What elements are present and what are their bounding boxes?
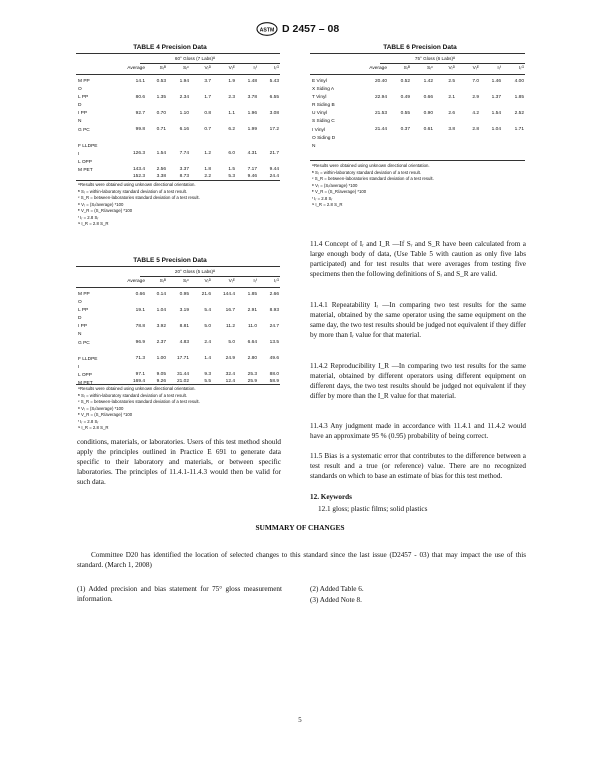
precision-paragraph-tail: conditions, materials, or laboratories. Users of this test method should apply the principles outlined in Practice E 691 to generate data specific to their laboratory and materials, or between specific laboratories. The principles of 11.4.1-11.4.3 would then be valid for such data. xyxy=(77,438,281,487)
row-label: D xyxy=(78,103,82,109)
table-footnote: ᴱ V_R = (S_R/average) *100 xyxy=(78,412,133,417)
table-cell: 31.44 xyxy=(176,372,189,377)
table-footnote: ᴳ I_R = 2.8 S_R xyxy=(312,202,343,207)
table-cell: 5.4 xyxy=(204,308,211,313)
row-label: L OPP xyxy=(78,159,92,165)
table-cell: 1.96 xyxy=(247,111,257,116)
row-label: G PC xyxy=(78,127,90,133)
table-5-title: TABLE 5 Precision Data xyxy=(133,257,207,264)
table-cell: 78.8 xyxy=(135,324,145,329)
column-header: Sᵣᶜ xyxy=(426,66,433,71)
table-cell: 1.4 xyxy=(204,356,211,361)
document-id: D 2457 – 08 xyxy=(282,23,340,35)
table-cell: 1.85 xyxy=(514,95,524,100)
row-label: L PP xyxy=(78,308,89,314)
column-header: Vᵣᴱ xyxy=(228,279,235,284)
section-11-4-1: 11.4.1 Repeatability Iᵣ —In comparing two test results for the same material, obtained by the same operator using the same equipment on the same day, the two test results should be judged not equivalent if they differ by more than Iᵣ value for that material. xyxy=(310,301,526,340)
table-cell: 4.83 xyxy=(179,340,189,345)
table-footnote: ᴮ Sᵣ = within-laboratory standard deviation of a test result. xyxy=(78,392,187,398)
row-label: X Siding A xyxy=(312,87,335,93)
column-header: Average xyxy=(369,66,387,71)
table-cell: 0.7 xyxy=(204,127,211,132)
table-cell: 2.8 xyxy=(472,127,479,132)
table-cell: 1.10 xyxy=(179,111,189,116)
table-footnote: ᴮ Sᵣ = within-laboratory standard deviation of a test result. xyxy=(312,169,421,175)
table-6-top-rule xyxy=(310,53,525,54)
table-cell: 6.55 xyxy=(269,95,279,100)
table-cell: 1.1 xyxy=(228,111,235,116)
table-footnote: ᴰ Vᵣ = (Sᵣ/average) *100 xyxy=(78,201,124,207)
table-6-group-header: 75° Gloss (6 Labs)ᴬ xyxy=(414,56,456,61)
table-cell: 99.8 xyxy=(135,127,145,132)
table-cell: 6.16 xyxy=(179,127,189,132)
table-cell: 152.3 xyxy=(132,174,145,179)
table-cell: 2.66 xyxy=(269,292,279,297)
table-5-bottom-rule xyxy=(76,384,280,385)
column-header: Average xyxy=(127,66,145,71)
column-header: Vᵣᴱ xyxy=(472,66,479,71)
left-column-paragraph xyxy=(77,437,281,487)
row-label: G PC xyxy=(78,340,90,346)
table-cell: 24.4 xyxy=(269,174,279,179)
table-cell: 3.19 xyxy=(179,308,189,313)
table-cell: 169.4 xyxy=(132,379,145,384)
table-cell: 3.37 xyxy=(179,167,189,172)
table-cell: 6.0 xyxy=(228,151,235,156)
table-cell: 2.34 xyxy=(179,95,189,100)
row-label-column xyxy=(312,78,335,151)
table-cell: 0.66 xyxy=(135,292,145,297)
table-cell: 97.1 xyxy=(135,372,145,377)
section-11-4-2: 11.4.2 Reproducibility I_R —In comparing two test results for the same material, obtained by different operators using different equipment on different days, the two test results should be judged not equivalent if they differ by more than the I_R value for that material. xyxy=(310,362,526,401)
table-cell: 2.9 xyxy=(472,95,479,100)
row-label: O Siding D xyxy=(312,135,336,141)
table-cell: 2.91 xyxy=(247,308,257,313)
table-footnote: ᴮ Sᵣ = within-laboratory standard deviation of a test result. xyxy=(78,188,187,194)
column-header: Sᵣᶜ xyxy=(182,279,189,284)
table-cell: 1.85 xyxy=(247,292,257,297)
table-6-bottom-rule xyxy=(310,160,525,161)
table-cell: 1.35 xyxy=(156,95,166,100)
table-cell: 11.0 xyxy=(248,324,257,329)
table-footnote: ᴬResults were obtained using unknown directional orientation. xyxy=(78,182,196,187)
table-cell: 5.3 xyxy=(228,174,235,179)
summary-intro: Committee D20 has identified the location of selected changes to this standard since the last issue (D2457 - 03) that may impact the use of this standard. (March 1, 2008) xyxy=(77,551,526,570)
column-header: Iᵣᴳ xyxy=(274,279,279,284)
keywords-text: 12.1 gloss; plastic films; solid plastics xyxy=(318,505,428,513)
table-footnote: ᴬResults were obtained using unknown directional orientation. xyxy=(78,386,196,391)
table-footnote: ᶜ S_R = between-laboratories standard deviation of a test result. xyxy=(78,399,200,404)
row-label: I xyxy=(78,364,80,370)
table-cell: 5.0 xyxy=(204,324,211,329)
table-cell: 2.5 xyxy=(448,79,455,84)
table-cell: 1.37 xyxy=(491,95,501,100)
table-cell: 8.81 xyxy=(179,324,189,329)
row-label: M PP xyxy=(78,292,90,297)
column-header: Iᵣᶠ xyxy=(253,279,257,284)
keywords-heading: 12. Keywords xyxy=(310,493,352,501)
row-label: M PET xyxy=(78,168,93,174)
table-cell: 2.4 xyxy=(204,340,211,345)
table-cell: 22.94 xyxy=(374,95,387,100)
table-cell: 126.3 xyxy=(132,151,145,156)
column-header: Sᵣᴮ xyxy=(159,66,166,71)
table-cell: 16.7 xyxy=(225,308,235,313)
table-cell: 21.44 xyxy=(374,127,387,132)
summary-item-2: (2) Added Table 6. xyxy=(310,585,364,593)
table-cell: 7.0 xyxy=(472,79,479,84)
row-label: I Vinyl xyxy=(312,127,325,133)
table-cell: 8.93 xyxy=(269,308,279,313)
table-6-header-rule xyxy=(310,74,525,75)
table-cell: 24.7 xyxy=(269,324,279,329)
table-footnote: ᶠ Iᵣ = 2.8 Sᵣ xyxy=(78,418,99,424)
table-cell: 3.92 xyxy=(156,324,166,329)
table-cell: 24.9 xyxy=(225,356,235,361)
astm-logo-icon xyxy=(256,22,278,36)
table-cell: 4.31 xyxy=(247,151,257,156)
svg-text:ASTM: ASTM xyxy=(259,27,275,34)
column-header: Vᵣᴰ xyxy=(204,279,211,284)
table-cell: 1.94 xyxy=(179,79,189,84)
column-header: Vᵣᴰ xyxy=(204,66,211,71)
table-cell: 0.61 xyxy=(423,127,433,132)
table-cell: 13.5 xyxy=(269,340,279,345)
table-cell: 1.7 xyxy=(204,95,211,100)
table-cell: 0.52 xyxy=(400,79,410,84)
section-11-4-3: 11.4.3 Any judgment made in accordance with 11.4.1 and 11.4.2 would have an approximate 95 % (0.95) probability of being correct. xyxy=(310,422,526,441)
row-label: U Vinyl xyxy=(312,111,328,117)
table-cell: 0.70 xyxy=(156,111,166,116)
table-cell: 1.2 xyxy=(204,151,211,156)
row-label: M PP xyxy=(78,79,90,84)
table-cell: 0.55 xyxy=(400,111,410,116)
row-label: L PP xyxy=(78,95,89,101)
row-label: N xyxy=(78,332,82,338)
row-label: I xyxy=(78,151,80,157)
table-cell: 21.6 xyxy=(201,292,211,297)
table-cell: 1.54 xyxy=(491,111,501,116)
table-4-top-rule xyxy=(76,53,280,54)
table-cell: 25.9 xyxy=(247,379,257,384)
column-header: Average xyxy=(127,279,145,284)
table-cell: 6.2 xyxy=(228,127,235,132)
table-cell: 0.71 xyxy=(156,127,166,132)
table-cell: 1.46 xyxy=(491,79,501,84)
table-cell: 144.4 xyxy=(222,292,235,297)
table-cell: 21.02 xyxy=(176,379,189,384)
table-cell: 1.48 xyxy=(247,79,257,84)
table-cell: 8.73 xyxy=(179,174,189,179)
table-footnote: ᴱ V_R = (S_R/average) *100 xyxy=(312,189,367,194)
summary-heading: SUMMARY OF CHANGES xyxy=(255,523,345,532)
page-header xyxy=(0,20,600,38)
table-cell: 14.1 xyxy=(135,79,145,84)
table-cell: 0.90 xyxy=(423,111,433,116)
table-4-title: TABLE 4 Precision Data xyxy=(133,44,207,51)
table-footnote: ᴳ I_R = 2.8 S_R xyxy=(78,425,109,430)
table-cell: 3.8 xyxy=(448,127,455,132)
table-cell: 1.8 xyxy=(204,167,211,172)
table-6-title: TABLE 6 Precision Data xyxy=(383,44,457,51)
table-cell: 80.6 xyxy=(135,95,145,100)
row-label-column xyxy=(78,78,97,175)
row-label xyxy=(78,135,97,143)
column-header: Iᵣᶠ xyxy=(253,66,257,71)
row-label: O xyxy=(78,300,82,306)
table-cell: 2.3 xyxy=(228,95,235,100)
table-cell: 5.0 xyxy=(228,340,235,345)
table-cell: 3.08 xyxy=(269,111,279,116)
table-4-group-rule xyxy=(140,63,280,64)
table-cell: 0.49 xyxy=(400,95,410,100)
table-cell: 0.53 xyxy=(156,79,166,84)
column-header: Sᵣᶜ xyxy=(182,66,189,71)
table-cell: 32.4 xyxy=(225,372,235,377)
table-cell: 9.46 xyxy=(247,174,257,179)
table-cell: 1.54 xyxy=(156,151,166,156)
table-5-group-rule xyxy=(140,276,280,277)
table-cell: 0.95 xyxy=(179,292,189,297)
table-cell: 71.3 xyxy=(135,356,145,361)
table-footnote: ᴰ Vᵣ = (Sᵣ/average) *100 xyxy=(312,182,358,188)
table-4-bottom-rule xyxy=(76,180,280,181)
table-4-header-rule xyxy=(76,74,280,75)
table-cell: 2.37 xyxy=(156,340,166,345)
table-cell: 12.4 xyxy=(225,379,235,384)
table-5-top-rule xyxy=(76,266,280,267)
table-6-footnotes xyxy=(312,163,434,209)
column-header: Iᵣᴳ xyxy=(274,66,279,71)
table-cell: 9.3 xyxy=(204,372,211,377)
table-cell: 17.71 xyxy=(176,356,189,361)
table-cell: 9.05 xyxy=(156,372,166,377)
row-label: I PP xyxy=(78,111,88,117)
row-label: D xyxy=(78,316,82,322)
table-cell: 2.52 xyxy=(514,111,524,116)
table-cell: 5.43 xyxy=(269,79,279,84)
table-cell: 19.1 xyxy=(135,308,145,313)
table-footnote: ᶠ Iᵣ = 2.8 Sᵣ xyxy=(78,214,99,220)
section-11-4: 11.4 Concept of Iᵣ and I_R —If Sᵣ and S_R have been calculated from a large enough body of data, (Use Table 5 with caution as only five labs participated) and for test results that were averages from testing five specimens then the following definitions of Sᵣ and S_R are valid. xyxy=(310,240,526,279)
row-label xyxy=(78,348,97,356)
table-cell: 1.00 xyxy=(156,356,166,361)
table-footnote: ᴳ I_R = 2.8 S_R xyxy=(78,221,109,226)
table-cell: 4.00 xyxy=(514,79,524,84)
column-header: Iᵣᴳ xyxy=(519,66,524,71)
table-cell: 5.5 xyxy=(204,379,211,384)
table-cell: 88.0 xyxy=(269,372,279,377)
table-cell: 1.04 xyxy=(491,127,501,132)
table-cell: 1.99 xyxy=(247,127,257,132)
table-6-group-rule xyxy=(380,63,525,64)
table-cell: 11.2 xyxy=(226,324,235,329)
table-cell: 17.2 xyxy=(269,127,279,132)
row-label: N xyxy=(78,119,82,125)
table-5-group-header: 20° Gloss (5 Labs)ᴬ xyxy=(174,269,216,274)
table-cell: 4.2 xyxy=(472,111,479,116)
column-header: Vᵣᴱ xyxy=(228,66,235,71)
table-footnote: ᶠ Iᵣ = 2.8 Sᵣ xyxy=(312,195,333,201)
column-header: Iᵣᶠ xyxy=(497,66,501,71)
table-cell: 0.37 xyxy=(400,127,410,132)
table-cell: 1.5 xyxy=(228,167,235,172)
table-cell: 92.7 xyxy=(135,111,145,116)
row-label: S Siding C xyxy=(312,119,335,125)
row-label: M PET xyxy=(78,381,93,387)
table-footnote: ᴱ V_R = (S_R/average) *100 xyxy=(78,208,133,213)
table-cell: 58.9 xyxy=(269,379,279,384)
table-cell: 49.6 xyxy=(269,356,279,361)
table-5-header-rule xyxy=(76,287,280,288)
table-cell: 96.9 xyxy=(135,340,145,345)
table-5-footnotes xyxy=(78,386,200,432)
column-header: Vᵣᴰ xyxy=(448,66,455,71)
table-cell: 143.4 xyxy=(132,167,145,172)
table-cell: 0.14 xyxy=(156,292,166,297)
table-cell: 21.7 xyxy=(269,151,279,156)
table-cell: 0.8 xyxy=(204,111,211,116)
row-label: I PP xyxy=(78,324,88,330)
summary-item-3: (3) Added Note 8. xyxy=(310,596,362,604)
table-footnote: ᴰ Vᵣ = (Sᵣ/average) *100 xyxy=(78,405,124,411)
table-footnote: ᴬResults were obtained using unknown directional orientation. xyxy=(312,163,430,168)
table-cell: 2.56 xyxy=(156,167,166,172)
table-cell: 3.78 xyxy=(247,95,257,100)
table-cell: 25.3 xyxy=(247,372,257,377)
section-11-5: 11.5 Bias is a systematic error that contributes to the difference between a test result and a true (or reference) value. There are no recognized standards on which to base an estimate of bias for this test method. xyxy=(310,452,526,481)
table-cell: 9.26 xyxy=(156,379,166,384)
page-number: 5 xyxy=(298,717,302,724)
column-header: Sᵣᴮ xyxy=(403,66,410,71)
table-cell: 3.7 xyxy=(204,79,211,84)
row-label: O xyxy=(78,87,82,93)
table-cell: 0.66 xyxy=(423,95,433,100)
row-label: L OPP xyxy=(78,372,92,378)
table-cell: 2.2 xyxy=(204,174,211,179)
table-cell: 2.1 xyxy=(448,95,455,100)
table-cell: 1.9 xyxy=(228,79,235,84)
row-label: N xyxy=(312,143,316,149)
table-cell: 20.40 xyxy=(374,79,387,84)
row-label: R Siding B xyxy=(312,103,335,109)
table-cell: 2.6 xyxy=(448,111,455,116)
table-footnote: ᶜ S_R = between-laboratories standard deviation of a test result. xyxy=(78,195,200,200)
table-cell: 6.64 xyxy=(247,340,257,345)
table-4-footnotes xyxy=(78,182,200,228)
table-cell: 9.44 xyxy=(269,167,279,172)
summary-item-1: (1) Added precision and bias statement for 75° gloss measurement information. xyxy=(77,585,282,604)
table-4-group-header: 60° Gloss (7 Labs)ᴬ xyxy=(174,56,216,61)
row-label: F LLDPE xyxy=(78,143,98,149)
row-label: E Vinyl xyxy=(312,79,327,84)
table-cell: 1.42 xyxy=(423,79,433,84)
table-cell: 2.80 xyxy=(247,356,257,361)
table-cell: 3.38 xyxy=(156,174,166,179)
row-label: T Vinyl xyxy=(312,95,327,101)
table-footnote: ᶜ S_R = between-laboratories standard deviation of a test result. xyxy=(312,176,434,181)
column-header: Sᵣᴮ xyxy=(159,279,166,284)
table-cell: 7.74 xyxy=(179,151,189,156)
table-cell: 1.71 xyxy=(514,127,524,132)
table-cell: 1.04 xyxy=(156,308,166,313)
table-cell: 7.17 xyxy=(247,167,257,172)
row-label-column xyxy=(78,291,97,388)
table-cell: 21.53 xyxy=(374,111,387,116)
row-label: F LLDPE xyxy=(78,356,98,362)
